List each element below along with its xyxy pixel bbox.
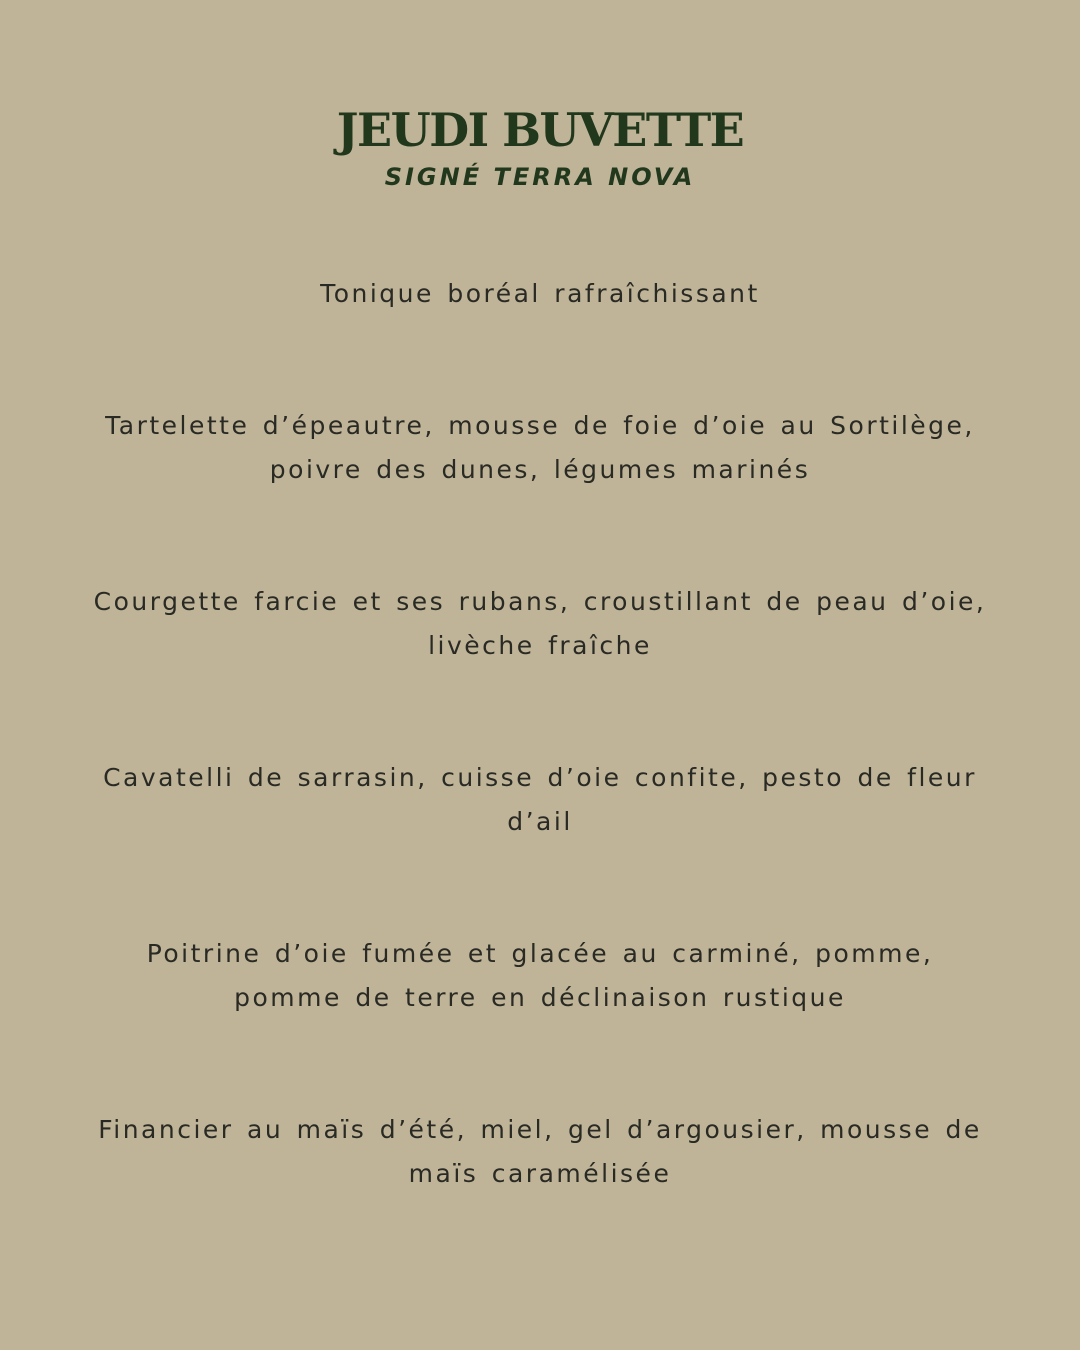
menu-title: JEUDI BUVETTE <box>336 103 744 157</box>
menu-course-1: Tonique boréal rafraîchissant <box>320 279 760 308</box>
menu-course-6: Financier au maïs d’été, miel, gel d’argousier, mousse de maïs caramélisée <box>98 1115 982 1188</box>
menu-course-5: Poitrine d’oie fumée et glacée au carminé, pomme, pomme de terre en déclinaison rustique <box>146 939 934 1012</box>
menu-course-3: Courgette farcie et ses rubans, croustillant de peau d’oie, livèche fraîche <box>93 587 987 660</box>
menu-header <box>0 100 1080 192</box>
menu-course-2: Tartelette d’épeautre, mousse de foie d’oie au Sortilège, poivre des dunes, légumes marinés <box>105 411 975 484</box>
menu-subtitle: SIGNÉ TERRA NOVA <box>384 163 696 191</box>
menu-course-4: Cavatelli de sarrasin, cuisse d’oie confite, pesto de fleur d’ail <box>103 763 977 836</box>
